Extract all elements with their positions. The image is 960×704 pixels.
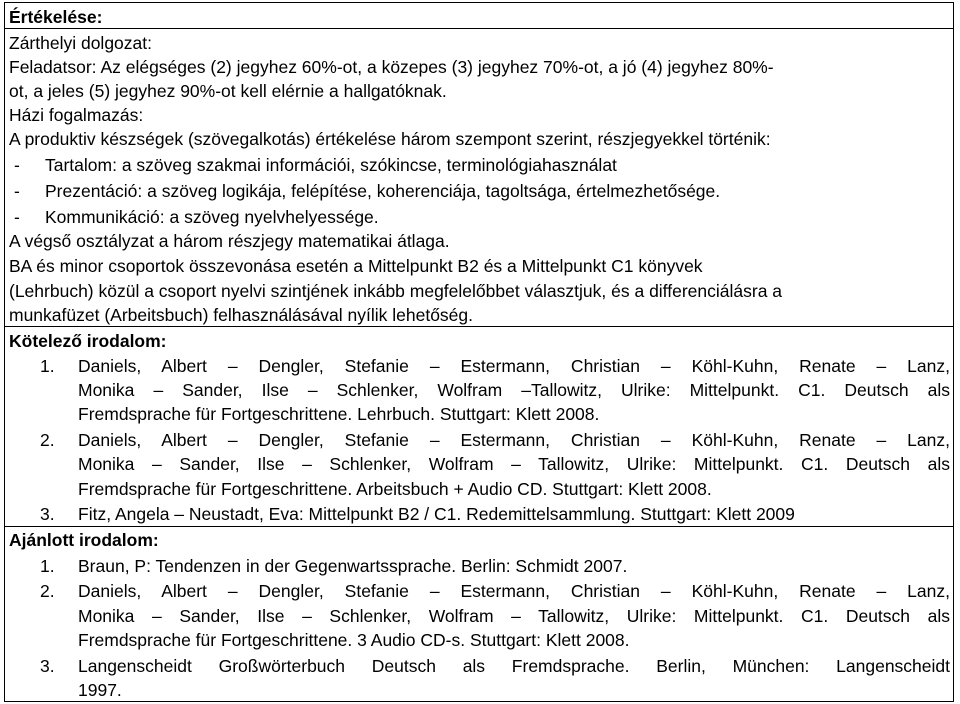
exam-text: ot, a jeles (5) jegyhez 90%-ot kell elérnie a hallgatóknak. <box>9 81 447 101</box>
reference-line: Monika – Sander, Ilse – Schlenker, Wolfram – Tallowitz, Ulrike: Mittelpunkt. C1. Deutsch als <box>78 606 950 626</box>
criterion-presentation: Prezentáció: a szöveg logikája, felépítése, koherenciája, tagoltsága, értelmezhetősége. <box>45 181 721 201</box>
criterion-communication: Kommunikáció: a szöveg nyelvhelyessége. <box>45 207 379 227</box>
groups-text: (Lehrbuch) közül a csoport nyelvi szintjének inkább megfelelőbbet választjuk, és a differenciálásra a <box>9 281 783 301</box>
homework-intro: A produktiv készségek (szövegalkotás) értékelése három szempont szerint, részjegyekkel történik: <box>9 129 771 149</box>
list-number: 3. <box>40 504 55 524</box>
reference-line: Daniels, Albert – Dengler, Stefanie – Estermann, Christian – Köhl-Kuhn, Renate – Lanz, <box>78 581 950 601</box>
list-bullet: - <box>14 181 20 201</box>
list-number: 1. <box>40 356 55 376</box>
reference-line: Daniels, Albert – Dengler, Stefanie – Estermann, Christian – Köhl-Kuhn, Renate – Lanz, <box>78 430 950 450</box>
groups-text: BA és minor csoportok összevonása esetén a Mittelpunkt B2 és a Mittelpunkt C1 könyvek <box>9 256 703 276</box>
evaluation-heading: Értékelése: <box>9 7 103 27</box>
reference-line: Daniels, Albert – Dengler, Stefanie – Estermann, Christian – Köhl-Kuhn, Renate – Lanz, <box>78 356 950 376</box>
row-divider <box>4 526 954 527</box>
list-bullet: - <box>14 155 20 175</box>
list-number: 3. <box>40 656 55 676</box>
reference-line: Monika – Sander, Ilse – Schlenker, Wolfram – Tallowitz, Ulrike: Mittelpunkt. C1. Deutsch als <box>78 454 950 474</box>
reference-line: Fremdsprache für Fortgeschrittene. 3 Audio CD-s. Stuttgart: Klett 2008. <box>78 630 630 650</box>
list-bullet: - <box>14 207 20 227</box>
groups-text: munkafüzet (Arbeitsbuch) felhasználásával nyílik lehetőség. <box>9 305 473 325</box>
reference-line: 1997. <box>78 680 122 700</box>
homework-label: Házi fogalmazás: <box>9 105 144 125</box>
required-literature-heading: Kötelező irodalom: <box>9 331 167 351</box>
list-number: 2. <box>40 581 55 601</box>
reference-line: Fremdsprache für Fortgeschrittene. Arbeitsbuch + Audio CD. Stuttgart: Klett 2008. <box>78 479 712 499</box>
row-divider <box>4 28 954 29</box>
recommended-literature-heading: Ajánlott irodalom: <box>9 530 159 550</box>
list-number: 1. <box>40 556 55 576</box>
reference-line: Monika – Sander, Ilse – Schlenker, Wolfram –Tallowitz, Ulrike: Mittelpunkt. C1. Deutsch als <box>78 380 950 400</box>
criterion-content: Tartalom: a szöveg szakmai információi, szókincse, terminológiahasználat <box>45 155 617 175</box>
reference-line: Langenscheidt Großwörterbuch Deutsch als Fremdsprache. Berlin, München: Langenscheidt <box>78 656 950 676</box>
reference-line: Braun, P: Tendenzen in der Gegenwartssprache. Berlin: Schmidt 2007. <box>78 556 628 576</box>
exam-text: Feladatsor: Az elégséges (2) jegyhez 60%-ot, a közepes (3) jegyhez 70%-ot, a jó (4) jegyhez 80%- <box>9 57 774 77</box>
final-grade-text: A végső osztályzat a három részjegy matematikai átlaga. <box>9 231 450 251</box>
reference-line: Fitz, Angela – Neustadt, Eva: Mittelpunkt B2 / C1. Redemittelsammlung. Stuttgart: Klett 2009 <box>78 504 795 524</box>
reference-line: Fremdsprache für Fortgeschrittene. Lehrbuch. Stuttgart: Klett 2008. <box>78 404 600 424</box>
list-number: 2. <box>40 430 55 450</box>
exam-label: Zárthelyi dolgozat: <box>9 33 152 53</box>
